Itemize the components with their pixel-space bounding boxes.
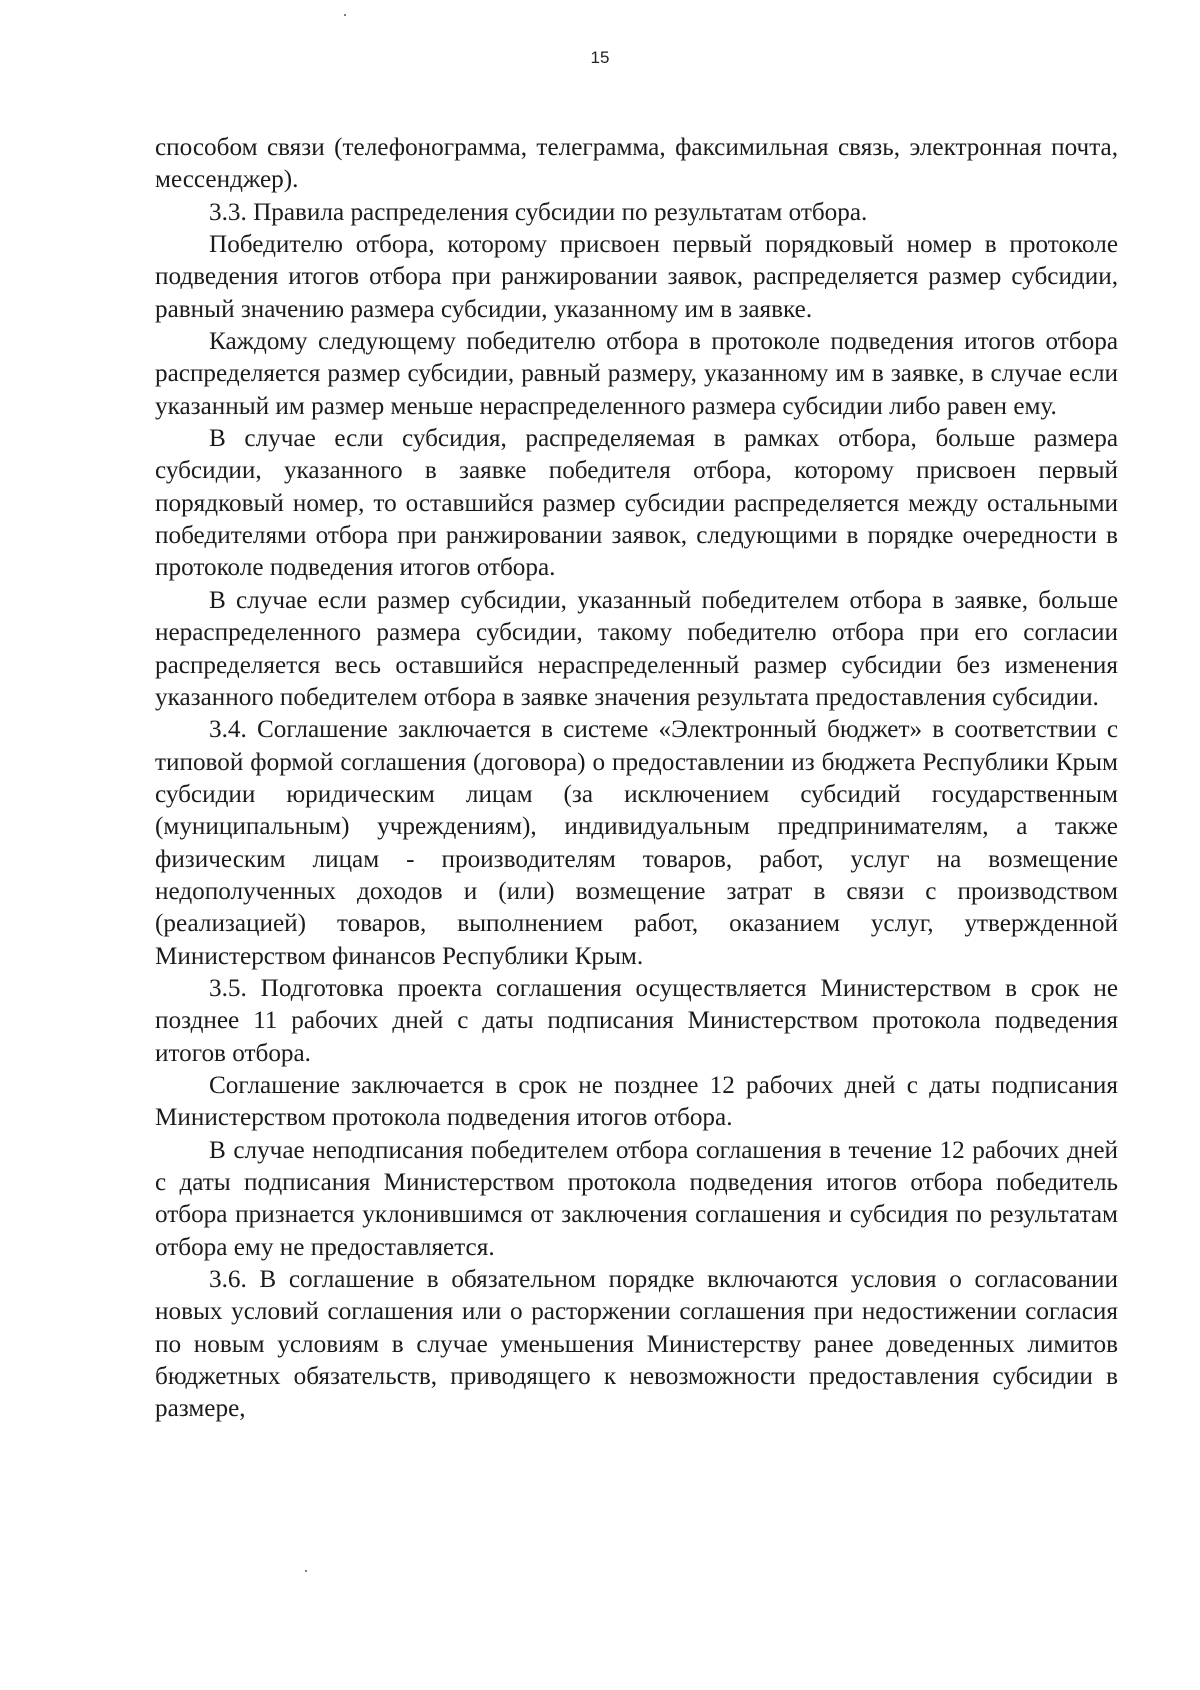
paragraph-3-4: 3.4. Соглашение заключается в системе «Электронный бюджет» в соответствии с типовой формой соглашения (договора) о предоставлении из бюджета Республики Крым субсидии юридическим лицам (за исключением субсидий государственным (муниципальным) учреждениям), индивидуальным предпринимателям, а также физическим лицам - производителям товаров, работ, услуг на возмещение недополученных доходов и (или) возмещение затрат в связи с производством (реализацией) товаров, выполнением работ, оказанием услуг, утвержденной Министерством финансов Республики Крым. [155, 716, 1118, 970]
scan-speck-top [344, 14, 346, 16]
paragraph-3-3-heading: 3.3. Правила распределения субсидии по результатам отбора. [209, 198, 868, 226]
page-number: 15 [590, 48, 610, 67]
paragraph-continuation: способом связи (телефонограмма, телеграмма, факсимильная связь, электронная почта, мессенджер). [155, 134, 1118, 194]
paragraph-each-next-winner: Каждому следующему победителю отбора в протоколе подведения итогов отбора распределяется размер субсидии, равный размеру, указанному им в заявке, в случае если указанный им размер меньше нераспределенного размера субсидии либо равен ему. [155, 328, 1118, 420]
paragraph-remaining-subsidy: В случае если субсидия, распределяемая в рамках отбора, больше размера субсидии, указанного в заявке победителя отбора, которому присвоен первый порядковый номер, то оставшийся размер субсидии распределяется между остальными победителями отбора при ранжировании заявок, следующими в порядке очередности в протоколе подведения итогов отбора. [155, 425, 1118, 582]
paragraph-first-winner: Победителю отбора, которому присвоен первый порядковый номер в протоколе подведения итогов отбора при ранжировании заявок, распределяется размер субсидии, равный значению размера субсидии, указанному им в заявке. [155, 231, 1118, 323]
paragraph-non-signing: В случае неподписания победителем отбора соглашения в течение 12 рабочих дней с даты подписания Министерством протокола подведения итогов отбора победитель отбора признается уклонившимся от заключения соглашения и субсидия по результатам отбора ему не предоставляется. [155, 1136, 1118, 1261]
paragraph-3-6: 3.6. В соглашение в обязательном порядке включаются условия о согласовании новых условий соглашения или о расторжении соглашения при недостижении согласия по новым условиям в случае уменьшения Министерству ранее доведенных лимитов бюджетных обязательств, приводящего к невозможности предоставления субсидии в размере, [155, 1266, 1118, 1423]
paragraph-3-5: 3.5. Подготовка проекта соглашения осуществляется Министерством в срок не позднее 11 рабочих дней с даты подписания Министерством протокола подведения итогов отбора. [155, 974, 1118, 1067]
paragraph-exceeding-request: В случае если размер субсидии, указанный победителем отбора в заявке, больше нераспределенного размера субсидии, такому победителю отбора при его согласии распределяется весь оставшийся нераспределенный размер субсидии без изменения указанного победителем отбора в заявке значения результата предоставления субсидии. [155, 586, 1118, 711]
paragraph-agreement-term: Соглашение заключается в срок не позднее 12 рабочих дней с даты подписания Министерством протокола подведения итогов отбора. [155, 1071, 1118, 1132]
scan-speck-bottom [305, 1570, 307, 1572]
document-body [155, 132, 1118, 1426]
